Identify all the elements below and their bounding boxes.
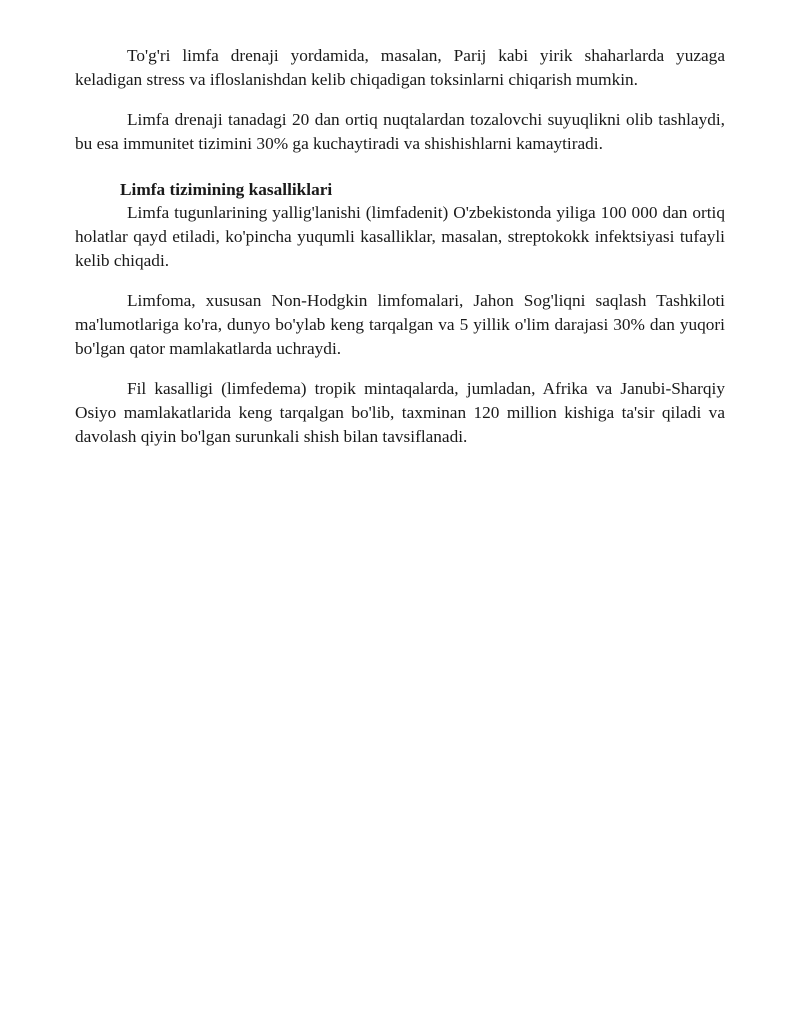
document-body	[75, 44, 725, 449]
paragraph-lymphedema: Fil kasalligi (limfedema) tropik mintaqalarda, jumladan, Afrika va Janubi-Sharqiy Osiyo mamlakatlarida keng tarqalgan bo'lib, taxminan 120 million kishiga ta'sir qiladi va davolash qiyin bo'lgan surunkali shish bilan tavsiflanadi.	[75, 379, 725, 446]
section-heading: Limfa tizimining kasalliklari	[120, 180, 333, 199]
paragraph-lymphoma: Limfoma, xususan Non-Hodgkin limfomalari, Jahon Sog'liqni saqlash Tashkiloti ma'lumotlariga ko'ra, dunyo bo'ylab keng tarqalgan va 5 yillik o'lim darajasi 30% dan yuqori bo'lgan qator mamlakatlarda uchraydi.	[75, 291, 725, 358]
paragraph-lymph-drainage-immunity: Limfa drenaji tanadagi 20 dan ortiq nuqtalardan tozalovchi suyuqlikni olib tashlaydi, bu esa immunitet tizimini 30% ga kuchaytiradi va shishishlarni kamaytiradi.	[75, 110, 725, 153]
paragraph-lymph-drainage-toxins: To'g'ri limfa drenaji yordamida, masalan, Parij kabi yirik shaharlarda yuzaga keladigan stress va ifloslanishdan kelib chiqadigan toksinlarni chiqarish mumkin.	[75, 46, 725, 89]
paragraph-lymphadenitis: Limfa tugunlarining yallig'lanishi (limfadenit) O'zbekistonda yiliga 100 000 dan ortiq holatlar qayd etiladi, ko'pincha yuqumli kasalliklar, masalan, streptokokk infektsiyasi tufayli kelib chiqadi.	[75, 203, 725, 270]
